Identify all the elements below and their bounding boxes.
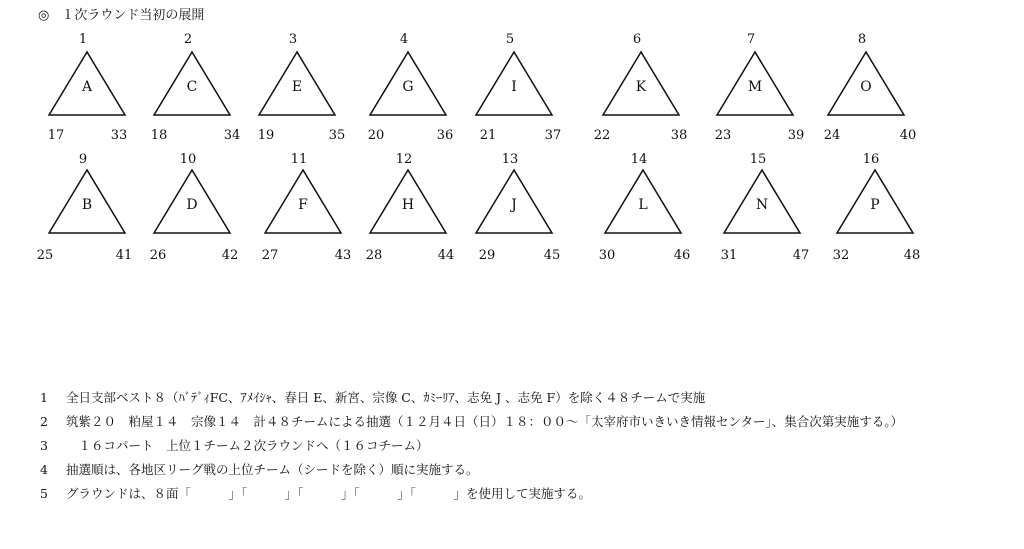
group-top-number: 3 xyxy=(288,32,298,47)
group-top-number: 6 xyxy=(632,32,642,47)
group-left-number: 30 xyxy=(598,248,616,263)
note-text: １６コパート 上位１チーム２次ラウンドへ（１６コチーム） xyxy=(66,438,429,453)
note-number: 4 xyxy=(40,462,48,477)
group-right-number: 45 xyxy=(543,248,561,263)
note-number: 2 xyxy=(40,414,48,429)
group-left-number: 21 xyxy=(479,128,497,143)
group-letter: D xyxy=(186,197,198,213)
group-right-number: 44 xyxy=(437,248,455,263)
group-letter: C xyxy=(186,79,198,95)
group-top-number: 15 xyxy=(749,152,767,167)
group-top-number: 11 xyxy=(290,152,308,167)
group-letter: P xyxy=(870,197,880,213)
group-left-number: 27 xyxy=(261,248,279,263)
group-letter: N xyxy=(755,197,769,213)
group-top-number: 16 xyxy=(862,152,880,167)
group-letter: B xyxy=(81,197,93,213)
group-letter: L xyxy=(638,197,648,213)
group-letter: G xyxy=(402,79,414,95)
group-right-number: 35 xyxy=(328,128,346,143)
group-left-number: 28 xyxy=(365,248,383,263)
note-text: グラウンドは、８面「 」「 」「 」「 」「 」を使用して実施する。 xyxy=(66,486,592,501)
group-right-number: 46 xyxy=(673,248,691,263)
note-item xyxy=(40,436,429,454)
group-letter: H xyxy=(401,197,415,213)
group-right-number: 42 xyxy=(221,248,239,263)
group-left-number: 29 xyxy=(478,248,496,263)
note-item xyxy=(40,388,705,406)
group-right-number: 39 xyxy=(787,128,805,143)
note-text: 全日支部ベスト８（ﾊﾞﾃﾞｨFC、ｱﾒｲｼｬ、春日 E、新宮、宗像 C、ｶﾐｰﾘｱ、志免 J 、志免 F）を除く４８チームで実施 xyxy=(66,390,706,405)
group-top-number: 8 xyxy=(857,32,867,47)
group-letter: J xyxy=(511,197,517,213)
note-item xyxy=(40,460,479,478)
group-right-number: 37 xyxy=(544,128,562,143)
group-top-number: 14 xyxy=(630,152,648,167)
group-letter: F xyxy=(298,197,308,213)
note-text: 筑紫２０ 粕屋１４ 宗像１４ 計４８チームによる抽選（１２月４日（日）１８：００～「太宰府市いきいき情報センター」、集合次第実施する。） xyxy=(66,414,904,429)
group-right-number: 34 xyxy=(223,128,241,143)
note-item xyxy=(40,484,591,502)
group-right-number: 41 xyxy=(115,248,133,263)
page-title: １次ラウンド当初の展開 xyxy=(61,8,205,23)
double-circle-icon: ◎ xyxy=(38,8,50,23)
group-top-number: 12 xyxy=(395,152,413,167)
group-top-number: 1 xyxy=(78,32,88,47)
group-top-number: 9 xyxy=(78,152,88,167)
group-letter: K xyxy=(635,79,647,95)
group-left-number: 23 xyxy=(714,128,732,143)
group-right-number: 43 xyxy=(334,248,352,263)
group-letter: I xyxy=(511,79,517,95)
group-left-number: 22 xyxy=(593,128,611,143)
group-left-number: 18 xyxy=(150,128,168,143)
group-letter: O xyxy=(860,79,872,95)
group-letter: E xyxy=(291,79,303,95)
group-top-number: 10 xyxy=(179,152,197,167)
group-right-number: 48 xyxy=(903,248,921,263)
group-left-number: 17 xyxy=(47,128,65,143)
group-left-number: 24 xyxy=(823,128,841,143)
group-left-number: 25 xyxy=(36,248,54,263)
group-right-number: 40 xyxy=(899,128,917,143)
group-left-number: 19 xyxy=(257,128,275,143)
group-left-number: 32 xyxy=(832,248,850,263)
note-number: 3 xyxy=(40,438,48,453)
group-top-number: 2 xyxy=(183,32,193,47)
note-text: 抽選順は、各地区リーグ戦の上位チーム（シードを除く）順に実施する。 xyxy=(66,462,479,477)
group-left-number: 20 xyxy=(367,128,385,143)
group-top-number: 7 xyxy=(746,32,756,47)
group-top-number: 5 xyxy=(505,32,515,47)
group-left-number: 31 xyxy=(720,248,738,263)
group-right-number: 36 xyxy=(436,128,454,143)
group-right-number: 47 xyxy=(792,248,810,263)
group-letter: A xyxy=(81,79,93,95)
group-right-number: 33 xyxy=(110,128,128,143)
note-number: 1 xyxy=(40,390,48,405)
group-left-number: 26 xyxy=(149,248,167,263)
group-top-number: 13 xyxy=(501,152,519,167)
group-right-number: 38 xyxy=(670,128,688,143)
group-letter: M xyxy=(747,79,763,95)
group-top-number: 4 xyxy=(399,32,409,47)
note-number: 5 xyxy=(40,486,48,501)
note-item xyxy=(40,412,903,430)
